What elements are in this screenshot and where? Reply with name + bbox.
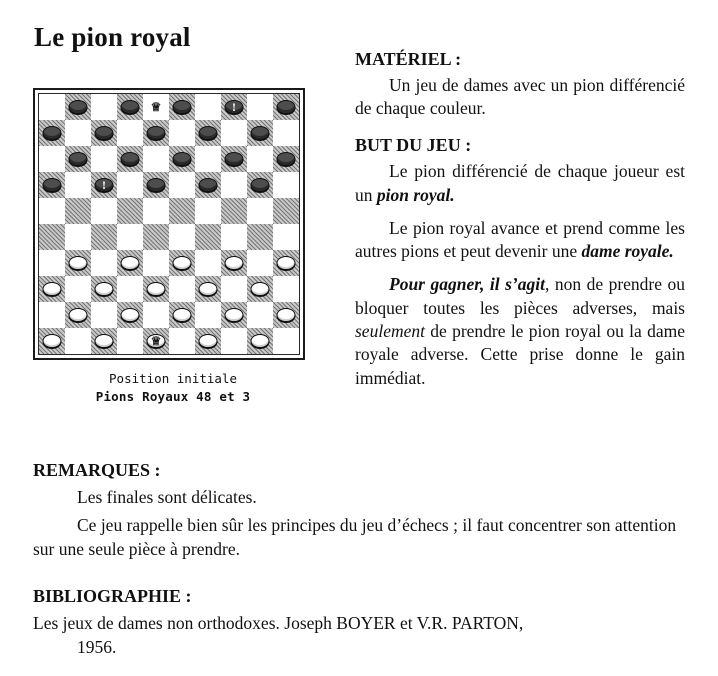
board-caption-line-1: Position initiale — [109, 371, 237, 386]
board-square — [169, 94, 195, 120]
royal-pawn-marker-icon: ♕ — [150, 334, 162, 348]
board-square — [195, 328, 221, 354]
board-square — [65, 94, 91, 120]
board-square — [221, 146, 247, 172]
board-square — [39, 172, 65, 198]
dark-piece — [121, 152, 140, 166]
dark-piece — [43, 126, 62, 140]
light-piece — [225, 256, 244, 270]
light-piece — [199, 334, 218, 348]
board-square — [39, 302, 65, 328]
dark-piece — [251, 126, 270, 140]
board-square — [195, 120, 221, 146]
dark-piece — [69, 100, 88, 114]
biblio-line-2: 1956. — [77, 637, 117, 658]
dark-piece — [121, 100, 140, 114]
board-caption — [33, 370, 313, 406]
light-piece — [43, 334, 62, 348]
board-square — [247, 328, 273, 354]
paragraph-but-1 — [355, 160, 685, 207]
board-square — [169, 276, 195, 302]
board-square — [65, 120, 91, 146]
but-3-text-a: Pour gagner, il s’agit — [389, 274, 545, 295]
draughts-board — [33, 88, 305, 360]
board-square — [247, 94, 273, 120]
board-square — [247, 120, 273, 146]
board-square — [39, 250, 65, 276]
board-square — [273, 276, 299, 302]
page-title: Le pion royal — [34, 22, 191, 52]
paragraph-remarques-1: Les finales sont délicates. — [77, 487, 257, 508]
board-square — [91, 198, 117, 224]
board-square — [143, 94, 169, 120]
light-piece — [251, 334, 270, 348]
board-square — [91, 146, 117, 172]
light-piece — [69, 308, 88, 322]
but-3-text-d: de prendre le pion royal ou la dame royale adverse. Cette prise donne le gain immédiat. — [355, 321, 685, 388]
dark-royal-pawn — [95, 178, 114, 192]
board-square — [117, 172, 143, 198]
royal-pawn-marker-icon: ! — [102, 178, 106, 192]
dark-piece — [199, 126, 218, 140]
board-square — [195, 302, 221, 328]
dark-piece — [251, 178, 270, 192]
board-square — [169, 302, 195, 328]
board-square — [39, 120, 65, 146]
but-1-text-b: pion royal. — [376, 184, 455, 205]
board-square — [195, 94, 221, 120]
board-square — [273, 250, 299, 276]
board-square — [221, 198, 247, 224]
biblio-line-1: Les jeux de dames non orthodoxes. Joseph BOYER et V.R. PARTON, — [33, 613, 524, 634]
board-square — [169, 224, 195, 250]
dark-piece — [43, 178, 62, 192]
light-piece — [147, 282, 166, 296]
board-square — [247, 146, 273, 172]
board-square — [91, 250, 117, 276]
light-royal-pawn — [147, 334, 166, 348]
board-square — [117, 120, 143, 146]
bottom-text-blocks — [33, 458, 685, 664]
board-square — [273, 302, 299, 328]
board-square — [65, 250, 91, 276]
dark-piece — [225, 152, 244, 166]
heading-but-du-jeu: BUT DU JEU : — [355, 135, 472, 156]
board-square — [195, 224, 221, 250]
board-square — [221, 172, 247, 198]
board-square — [65, 302, 91, 328]
dark-piece — [95, 126, 114, 140]
right-text-column — [355, 48, 685, 392]
board-square — [143, 120, 169, 146]
heading-materiel: MATÉRIEL : — [355, 49, 462, 69]
board-square — [169, 198, 195, 224]
board-square — [117, 302, 143, 328]
board-square — [247, 172, 273, 198]
board-square — [247, 302, 273, 328]
board-square — [273, 224, 299, 250]
board-square — [169, 172, 195, 198]
dark-piece — [173, 152, 192, 166]
board-square — [169, 146, 195, 172]
board-square — [65, 276, 91, 302]
board-square — [117, 276, 143, 302]
light-piece — [173, 256, 192, 270]
dark-piece — [69, 152, 88, 166]
dark-royal-pawn — [225, 100, 244, 114]
board-square — [273, 198, 299, 224]
light-piece — [95, 282, 114, 296]
board-square — [39, 94, 65, 120]
board-square — [65, 198, 91, 224]
board-square — [39, 276, 65, 302]
board-square — [195, 146, 221, 172]
board-square — [143, 276, 169, 302]
board-square — [221, 250, 247, 276]
board-square — [117, 250, 143, 276]
heading-bibliographie: BIBLIOGRAPHIE : — [33, 585, 192, 606]
board-square — [117, 328, 143, 354]
but-2-text-a: Le pion royal avance et prend comme les autres pions et peut devenir une — [355, 217, 685, 262]
board-square — [91, 276, 117, 302]
paragraph-remarques-2: Ce jeu rappelle bien sûr les principes du jeu d’échecs ; il faut concentrer son attention sur une seule pièce à prendre. — [33, 515, 677, 560]
dark-piece — [277, 152, 296, 166]
but-3-text-c: seulement — [355, 321, 425, 341]
light-piece — [277, 256, 296, 270]
board-square — [143, 224, 169, 250]
board-square — [169, 120, 195, 146]
board-square — [65, 328, 91, 354]
board-square — [143, 328, 169, 354]
dark-piece — [147, 126, 166, 140]
board-square — [143, 146, 169, 172]
board-square — [169, 328, 195, 354]
board-square — [143, 250, 169, 276]
dark-piece — [199, 178, 218, 192]
light-piece — [69, 256, 88, 270]
but-2-text-b: dame royale. — [581, 241, 674, 262]
light-piece — [173, 308, 192, 322]
board-square — [273, 172, 299, 198]
light-piece — [95, 334, 114, 348]
board-square — [143, 302, 169, 328]
board-square — [91, 224, 117, 250]
board-square — [273, 120, 299, 146]
board-square — [195, 172, 221, 198]
board-square — [247, 250, 273, 276]
board-caption-line-2: Pions Royaux 48 et 3 — [95, 389, 251, 405]
board-square — [91, 94, 117, 120]
board-square — [221, 224, 247, 250]
paragraph-materiel: Un jeu de dames avec un pion différencié de chaque couleur. — [355, 74, 685, 119]
board-square — [273, 146, 299, 172]
board-square — [247, 276, 273, 302]
board-square — [143, 198, 169, 224]
light-piece — [277, 308, 296, 322]
board-square — [221, 120, 247, 146]
board-grid — [38, 93, 300, 355]
board-square — [65, 146, 91, 172]
board-square — [221, 276, 247, 302]
board-square — [117, 198, 143, 224]
dark-piece — [173, 100, 192, 114]
board-square — [143, 172, 169, 198]
board-square — [39, 146, 65, 172]
royal-pawn-marker-icon: ♕ — [150, 100, 162, 114]
but-3-text-b: , non de prendre ou bloquer toutes les pièces adverses, mais — [355, 274, 685, 318]
but-1-text-a: Le pion différencié de chaque joueur est un — [355, 161, 685, 205]
board-square — [39, 198, 65, 224]
light-piece — [121, 308, 140, 322]
board-square — [195, 250, 221, 276]
light-piece — [251, 282, 270, 296]
light-piece — [199, 282, 218, 296]
light-piece — [225, 308, 244, 322]
board-square — [117, 146, 143, 172]
light-piece — [121, 256, 140, 270]
board-square — [91, 328, 117, 354]
board-square — [221, 302, 247, 328]
board-square — [273, 328, 299, 354]
paragraph-but-3 — [355, 273, 685, 389]
board-square — [221, 328, 247, 354]
board-square — [117, 224, 143, 250]
board-square — [247, 198, 273, 224]
paragraph-bibliographie — [33, 612, 685, 660]
dark-piece — [277, 100, 296, 114]
paragraph-but-2 — [355, 217, 685, 264]
royal-pawn-marker-icon: ! — [232, 100, 236, 114]
board-square — [91, 120, 117, 146]
board-square — [273, 94, 299, 120]
light-piece — [43, 282, 62, 296]
board-square — [221, 94, 247, 120]
board-square — [65, 172, 91, 198]
board-square — [65, 224, 91, 250]
board-square — [117, 94, 143, 120]
heading-remarques: REMARQUES : — [33, 460, 161, 480]
board-square — [169, 250, 195, 276]
board-square — [91, 302, 117, 328]
board-square — [39, 328, 65, 354]
board-figure — [33, 88, 313, 406]
board-square — [39, 224, 65, 250]
board-square — [195, 198, 221, 224]
board-square — [247, 224, 273, 250]
board-square — [195, 276, 221, 302]
board-square — [91, 172, 117, 198]
dark-piece — [147, 178, 166, 192]
